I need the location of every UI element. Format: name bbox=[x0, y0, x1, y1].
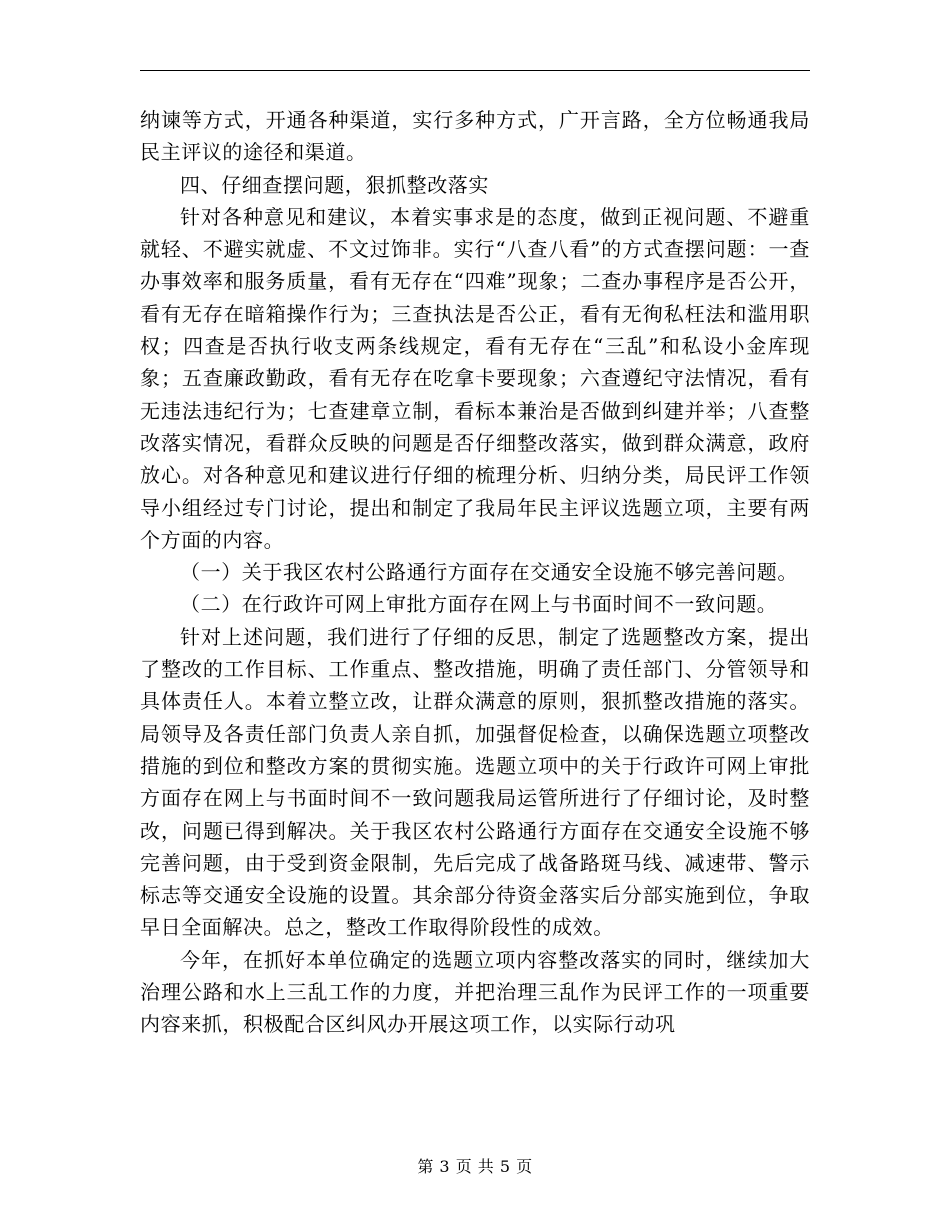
paragraph-rectification: 针对上述问题，我们进行了仔细的反思，制定了选题整改方案，提出了整改的工作目标、工作重点、整改措施，明确了责任部门、分管领导和具体责任人。本着立整立改，让群众满意的原则，狠抓整改措施的落实。局领导及各责任部门负责人亲自抓，加强督促检查，以确保选题立项整改措施的到位和整改方案的贯彻实施。选题立项中的关于行政许可网上审批方面存在网上与书面时间不一致问题我局运管所进行了仔细讨论，及时整改，问题已得到解决。关于我区农村公路通行方面存在交通安全设施不够完善问题，由于受到资金限制，先后完成了战备路斑马线、减速带、警示标志等交通安全设施的设置。其余部分待资金落实后分部实施到位，争取早日全面解决。总之，整改工作取得阶段性的成效。 bbox=[140, 624, 810, 940]
paragraph-inspection: 针对各种意见和建议，本着实事求是的态度，做到正视问题、不避重就轻、不避实就虚、不文过饰非。实行“八查八看”的方式查摆问题：一查办事效率和服务质量，看有无存在“四难”现象；二查办事程序是否公开，看有无存在暗箱操作行为；三查执法是否公正，看有无徇私枉法和滥用职权；四查是否执行收支两条线规定，看有无存在“三乱”和私设小金库现象；五查廉政勤政，看有无存在吃拿卡要现象；六查遵纪守法情况，看有无违法违纪行为；七查建章立制，看标本兼治是否做到纠建并举；八查整改落实情况，看群众反映的问题是否仔细整改落实，做到群众满意，政府放心。对各种意见和建议进行仔细的梳理分析、归纳分类，局民评工作领导小组经过专门讨论，提出和制定了我局年民主评议选题立项，主要有两个方面的内容。 bbox=[140, 204, 810, 552]
section-heading: 四、仔细查摆问题，狠抓整改落实 bbox=[180, 172, 489, 197]
list-item-2: （二）在行政许可网上审批方面存在网上与书面时间不一致问题。 bbox=[180, 592, 778, 617]
list-item-1: （一）关于我区农村公路通行方面存在交通安全设施不够完善问题。 bbox=[180, 560, 798, 585]
paragraph-this-year: 今年，在抓好本单位确定的选题立项内容整改落实的同时，继续加大治理公路和水上三乱工作的力度，并把治理三乱作为民评工作的一项重要内容来抓，积极配合区纠风办开展这项工作，以实际行动巩 bbox=[140, 947, 810, 1037]
document-body bbox=[140, 104, 810, 1041]
paragraph-continuation: 纳谏等方式，开通各种渠道，实行多种方式，广开言路，全方位畅通我局民主评议的途径和渠道。 bbox=[140, 108, 810, 165]
page-number: 第 3 页 共 5 页 bbox=[417, 1157, 533, 1176]
header-rule bbox=[140, 70, 810, 71]
